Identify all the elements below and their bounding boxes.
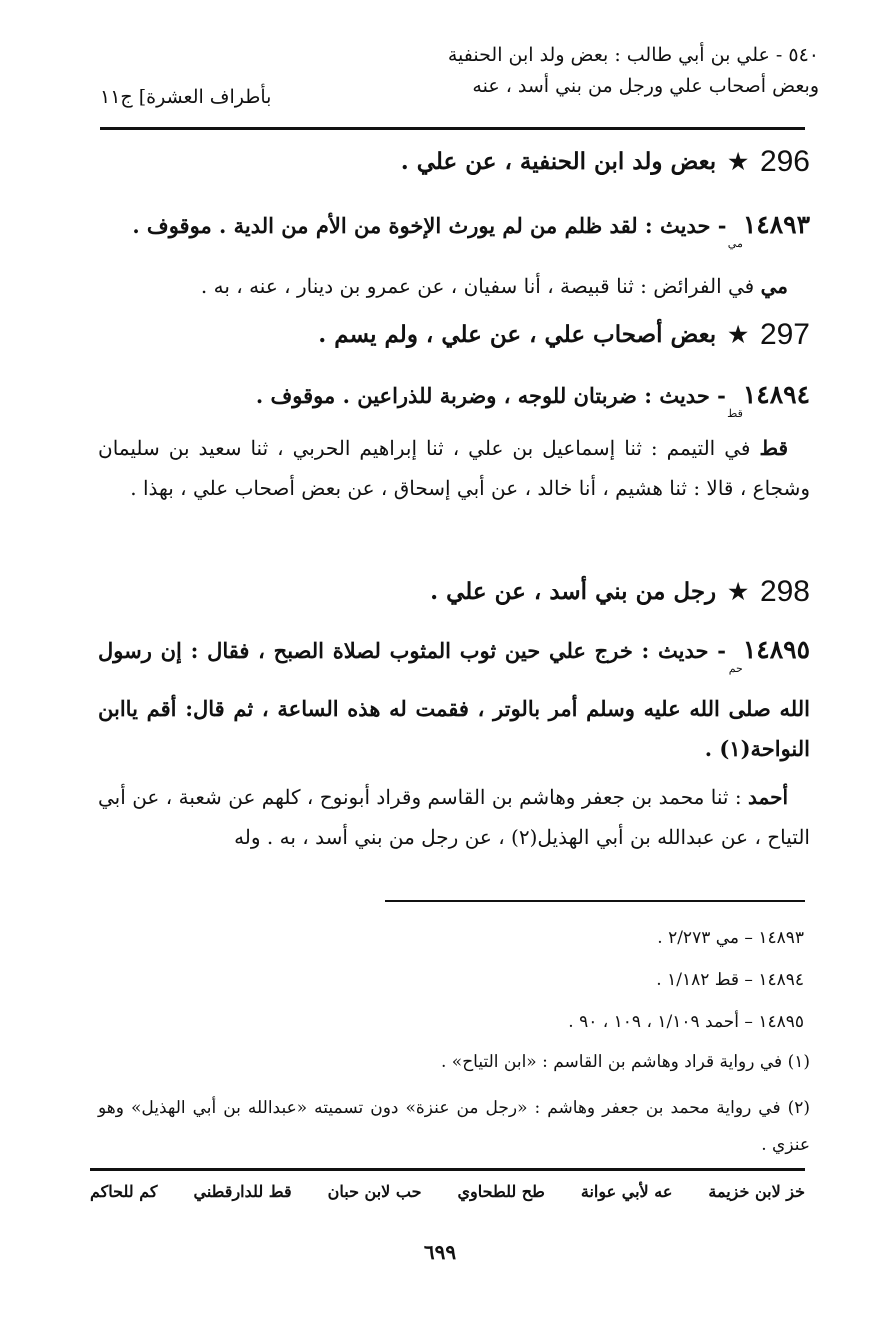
isnad-lead: قط [759,436,789,460]
hadith-text: - حديث : خرج علي حين ثوب المثوب لصلاة الصبح ، فقال : إن رسول الله صلى الله عليه وسلم أمر بالوتر ، فقمت له هذه الساعة ، ثم قال: أقم ياابن النواحة(١) . [98,638,810,761]
abbreviation-item: خز لابن خزيمة [708,1182,805,1201]
hadith-14895 [98,630,810,769]
star-icon: ★ [728,149,748,175]
header-rule [100,127,805,130]
running-header-title [359,40,819,102]
section-number: 297 [759,318,810,351]
isnad-14894 [98,428,810,508]
section-heading-296 [98,145,810,179]
section-heading-text: بعض ولد ابن الحنفية ، عن علي . [400,148,717,175]
footnote-separator [385,900,805,902]
section-heading-297 [98,318,810,352]
abbreviation-item: قط للدارقطني [193,1182,292,1201]
running-header-book-ref: بأطراف العشرة] ج١١ [100,86,272,108]
isnad-lead: أحمد [748,785,789,809]
isnad-lead: مي [760,274,788,298]
section-number: 296 [759,145,810,178]
isnad-text: : ثنا محمد بن جعفر وهاشم بن القاسم وقراد أبونوح ، كلهم عن شعبة ، عن أبي التياح ، عن عبدالله بن أبي الهذيل(٢) ، عن رجل من بني أسد ، به . وله [98,785,810,849]
hadith-14893 [98,205,810,264]
reference-14893: ١٤٨٩٣ – مي ٢/٢٧٣ . [657,928,804,948]
abbreviation-item: عه لأبي عوانة [580,1182,673,1201]
hadith-14894 [98,375,810,434]
abbreviation-item: حب لابن حبان [327,1182,422,1201]
page-number: ٦٩٩ [423,1240,457,1264]
section-heading-text: بعض أصحاب علي ، عن علي ، ولم يسم . [318,321,717,348]
abbreviation-item: طح للطحاوي [457,1182,545,1201]
hadith-number: ١٤٨٩٣ [742,210,810,239]
hadith-sigil: قط [727,407,743,420]
star-icon: ★ [728,322,748,348]
section-heading-298 [98,575,810,609]
abbreviation-key [90,1182,805,1201]
isnad-text: في الفرائض : ثنا قبيصة ، أنا سفيان ، عن عمرو بن دينار ، عنه ، به . [200,274,755,298]
section-number: 298 [759,575,810,608]
header-title-line-2: وبعض أصحاب علي ورجل من بني أسد ، عنه [472,75,819,97]
footnote-2: (٢) في رواية محمد بن جعفر وهاشم : «رجل من عنزة» دون تسميته «عبدالله بن أبي الهذيل» وهو عنزي . [98,1098,810,1155]
reference-14895: ١٤٨٩٥ – أحمد ١/١٠٩ ، ١٠٩ ، ٩٠ . [568,1012,804,1032]
hadith-text: - حديث : لقد ظلم من لم يورث الإخوة من الأم من الدية . موقوف . [132,213,727,238]
isnad-14895 [98,777,810,857]
isnad-14893 [98,266,810,306]
abbreviation-rule [90,1168,805,1171]
hadith-number: ١٤٨٩٤ [742,380,810,409]
reference-14894: ١٤٨٩٤ – قط ١/١٨٢ . [656,970,804,990]
hadith-sigil: حم [728,662,743,675]
footnote-1: (١) في رواية قراد وهاشم بن القاسم : «ابن التياح» . [440,1052,810,1072]
abbreviation-item: كم للحاكم [90,1182,158,1201]
hadith-sigil: مي [727,237,743,250]
star-icon: ★ [728,579,748,605]
isnad-text: في التيمم : ثنا إسماعيل بن علي ، ثنا إبراهيم الحربي ، ثنا سعيد بن سليمان وشجاع ، قالا : ثنا هشيم ، أنا خالد ، عن أبي إسحاق ، عن بعض أصحاب علي ، بهذا . [98,436,810,500]
section-heading-text: رجل من بني أسد ، عن علي . [430,578,717,605]
header-title-line-1: ٥٤٠ - علي بن أبي طالب : بعض ولد ابن الحنفية [447,44,819,66]
hadith-text: - حديث : ضربتان للوجه ، وضربة للذراعين . موقوف . [255,383,726,408]
hadith-number: ١٤٨٩٥ [742,635,810,664]
